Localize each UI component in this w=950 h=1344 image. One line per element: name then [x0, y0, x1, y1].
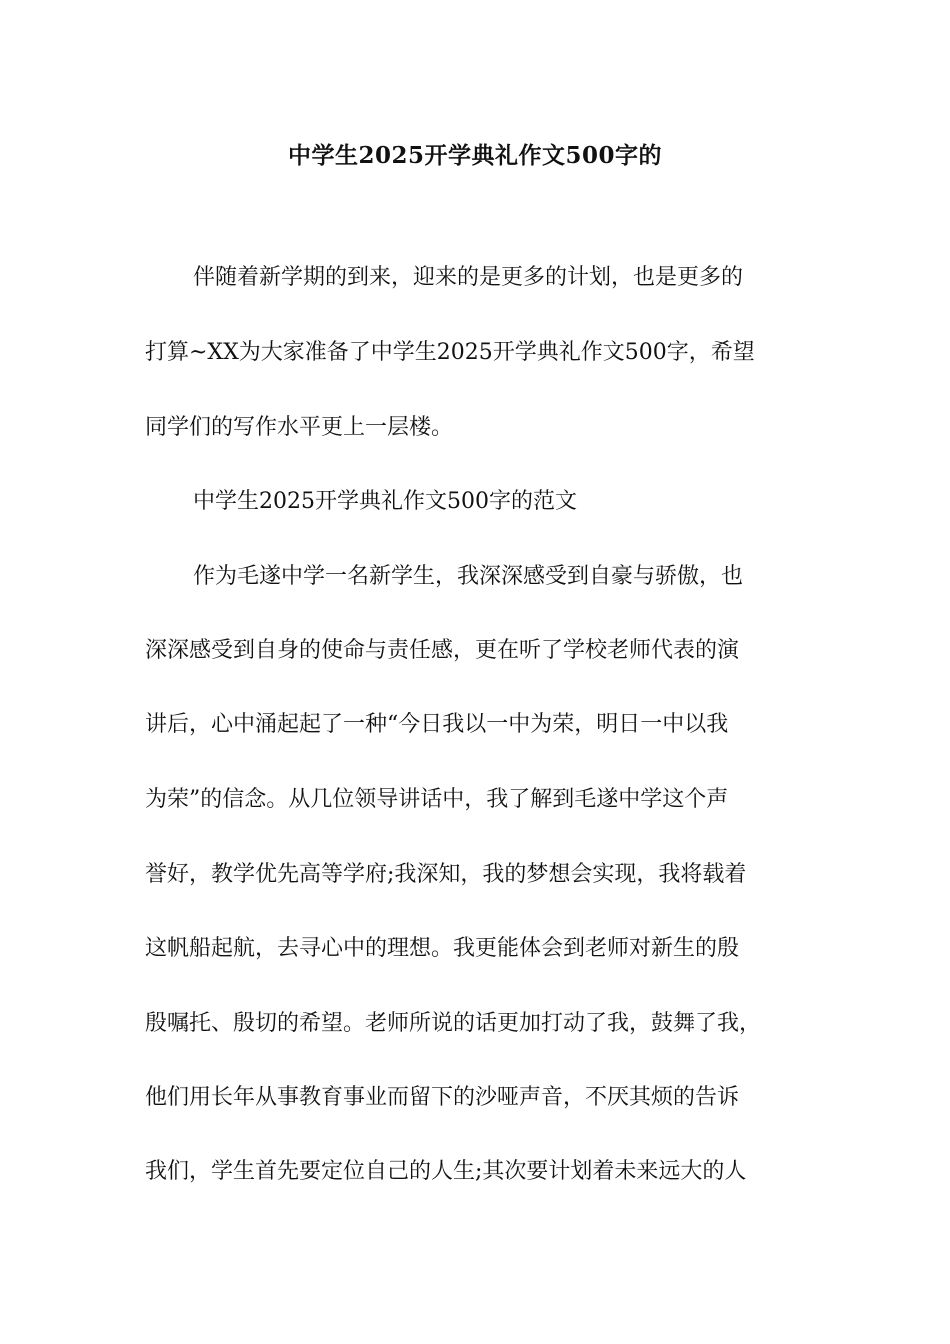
paragraph-line: 打算~XX为大家准备了中学生2025开学典礼作文500字，希望	[145, 340, 755, 365]
paragraph-line: 作为毛遂中学一名新学生，我深深感受到自豪与骄傲，也	[193, 564, 744, 589]
paragraph-line: 誉好，教学优先高等学府;我深知，我的梦想会实现，我将载着	[145, 862, 747, 887]
paragraph-line: 我们，学生首先要定位自己的人生;其次要计划着未来远大的人	[145, 1159, 747, 1184]
paragraph-line: 讲后，心中涌起起了一种“今日我以一中为荣，明日一中以我	[145, 712, 729, 737]
paragraph-line: 伴随着新学期的到来，迎来的是更多的计划，也是更多的	[193, 265, 744, 290]
paragraph-line: 同学们的写作水平更上一层楼。	[145, 415, 454, 440]
paragraph-line: 殷嘱托、殷切的希望。老师所说的话更加打动了我，鼓舞了我，	[145, 1011, 762, 1036]
section-heading: 中学生2025开学典礼作文500字的范文	[193, 489, 577, 514]
paragraph-line: 这帆船起航，去寻心中的理想。我更能体会到老师对新生的殷	[145, 936, 740, 961]
paragraph-line: 深深感受到自身的使命与责任感，更在听了学校老师代表的演	[145, 638, 740, 663]
paragraph-line: 他们用长年从事教育事业而留下的沙哑声音，不厌其烦的告诉	[145, 1085, 740, 1110]
paragraph-line: 为荣”的信念。从几位领导讲话中，我了解到毛遂中学这个声	[145, 787, 729, 812]
document-title: 中学生2025开学典礼作文500字的	[287, 142, 663, 169]
